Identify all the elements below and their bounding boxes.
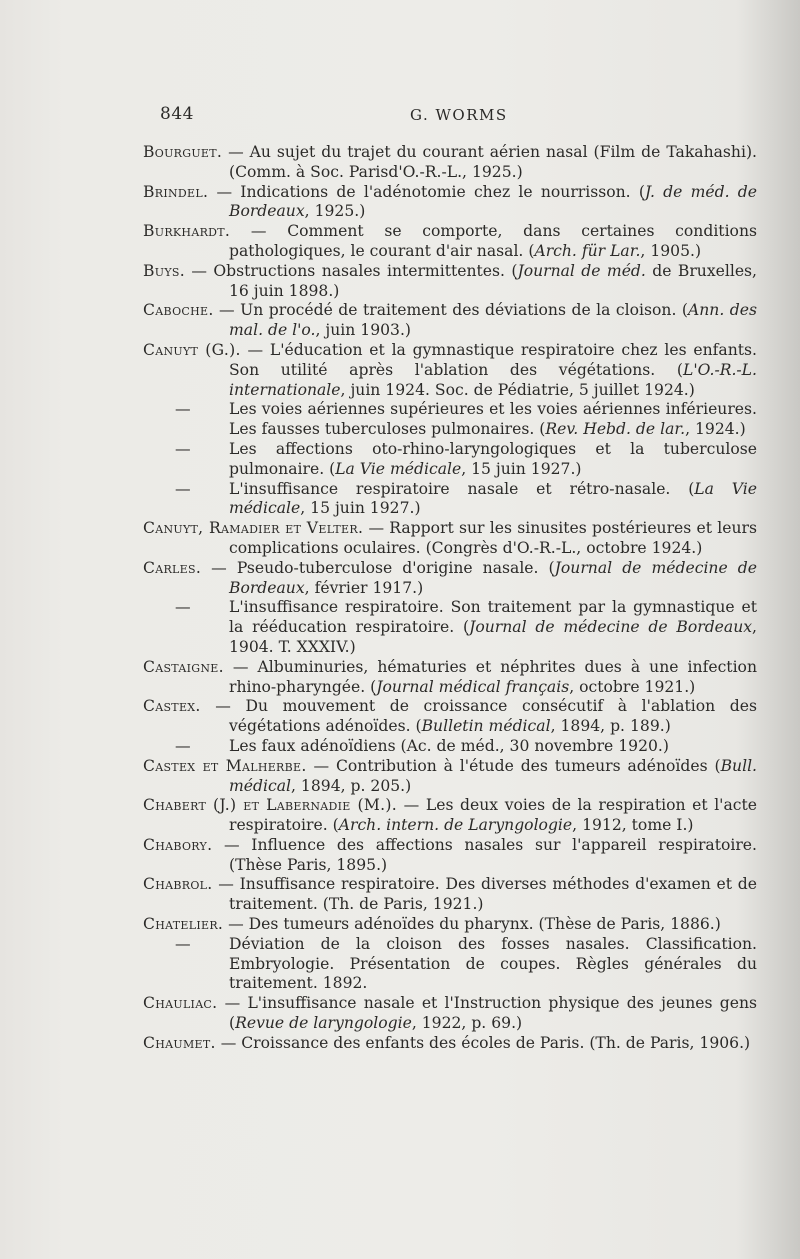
bibliography-entry <box>143 697 757 737</box>
ditto-dash: — <box>175 400 191 419</box>
entry-text: — L'insuffisance nasale et l'Instruction physique des jeunes gens ( <box>217 994 757 1033</box>
entry-text: — Comment se comporte, dans certaines conditions pathologiques, le courant d'air nasal. ( <box>229 222 757 260</box>
entry-text: — L'éducation et la gymnastique respiratoire chez les enfants. Son utilité après l'ablation des végétations. ( <box>229 340 757 379</box>
entry-text: — Pseudo-tuberculose d'origine nasale. ( <box>201 558 555 577</box>
entry-source: Journal médical français <box>376 677 570 696</box>
entry-text: — Du mouvement de croissance consécutif à l'ablation des végétations adénoïdes. ( <box>200 697 757 736</box>
entry-source: Bulletin médical <box>421 717 551 736</box>
entry-source: Rev. Hebd. de lar. <box>545 420 686 439</box>
bibliography-entry <box>143 183 757 223</box>
entry-author: Chabory. <box>143 835 213 854</box>
entry-author: Bourguet. <box>143 143 223 161</box>
entry-author: Canuyt, Ramadier et Velter. <box>143 519 364 538</box>
bibliography-entry <box>143 480 757 520</box>
entry-text-end: , 1912, tome I.) <box>572 816 694 835</box>
entry-text-end: , juin 1924. Soc. de Pédiatrie, 5 juillet 1924.) <box>340 380 695 399</box>
entry-source: Journal de méd. <box>517 261 646 280</box>
entry-text-end: , 1922, p. 69.) <box>411 1014 523 1033</box>
entry-text-end: , 1924.) <box>685 420 746 439</box>
bibliography-entry <box>143 994 757 1034</box>
ditto-dash: — <box>175 479 191 498</box>
entry-text-end: , 1904. T. XXXIV.) <box>229 618 758 656</box>
ditto-dash: — <box>175 934 191 953</box>
entry-text: — Influence des affections nasales sur l'appareil respiratoire. (Thèse Paris, 1895.) <box>212 835 757 874</box>
entry-text: — Les deux voies de la respiration et l'acte respiratoire. ( <box>229 796 757 835</box>
ditto-dash: — <box>175 736 191 755</box>
ditto-dash: — <box>175 598 191 617</box>
ditto-dash: — <box>175 439 191 458</box>
bibliography-entry <box>143 440 757 480</box>
entry-text: Déviation de la cloison des fosses nasales. Classification. Embryologie. Présentation de coupes. Règles générales du traitement. 1892. <box>229 934 757 993</box>
entry-author: Buys. <box>143 261 185 280</box>
running-head <box>160 104 760 128</box>
bibliography-entry <box>143 1034 757 1054</box>
entry-source: Revue de laryngologie <box>235 1014 412 1033</box>
entry-text: — Un procédé de traitement des déviations de la cloison. ( <box>213 301 688 320</box>
bibliography-entry <box>143 658 757 698</box>
bibliography-entry <box>143 935 757 994</box>
entry-author: Chabrol. <box>143 875 213 894</box>
entry-text-end: , 1905.) <box>640 241 702 260</box>
entry-text-end: , 1894, p. 205.) <box>291 776 412 795</box>
entry-author: Chatelier. <box>143 915 224 934</box>
entry-author: Castex et Malherbe. <box>143 756 307 775</box>
entry-text: — Obstructions nasales intermittentes. ( <box>184 261 518 280</box>
entry-text-end: de Bruxelles, 16 juin 1898.) <box>229 261 758 300</box>
entry-text-end: , février 1917.) <box>304 578 424 597</box>
entry-text-end: , 1925.) <box>304 202 366 221</box>
bibliography-entry <box>143 519 757 559</box>
entry-source: La Vie médicale <box>229 479 757 518</box>
entry-text-end: , 15 juin 1927.) <box>461 459 582 478</box>
bibliography-entry <box>143 143 757 183</box>
entry-source: Bull. médical <box>229 756 758 795</box>
entry-author: Burkhardt. <box>143 222 231 241</box>
entry-text-end: , 15 juin 1927.) <box>300 499 421 518</box>
entry-source: Ann. des mal. de l'o. <box>229 301 757 340</box>
bibliography-entry <box>143 341 757 400</box>
entry-source: La Vie médicale <box>335 459 462 478</box>
entry-author: Chabert (J.) et Labernadie (M.). <box>143 796 398 815</box>
entry-text: L'insuffisance respiratoire. Son traitement par la gymnastique et la rééducation respiratoire. ( <box>229 598 757 637</box>
bibliography-list <box>143 143 757 1054</box>
entry-source: Journal de médecine de Bordeaux <box>469 618 753 637</box>
bibliography-entry <box>143 836 757 876</box>
entry-source: Journal de médecine de Bordeaux <box>229 558 757 597</box>
bibliography-entry <box>143 598 757 657</box>
entry-text: Les voies aériennes supérieures et les voies aériennes inférieures. Les fausses tuberculoses pulmonaires. ( <box>229 400 757 439</box>
entry-text-end: , 1894, p. 189.) <box>550 717 671 736</box>
entry-source: Arch. für Lar. <box>534 241 641 260</box>
entry-text: — Insuffisance respiratoire. Des diverses méthodes d'examen et de traitement. (Th. de Paris, 1921.) <box>212 875 757 914</box>
entry-author: Chauliac. <box>143 994 218 1013</box>
running-head-author: G. WORMS <box>410 106 508 124</box>
entry-source: J. de méd. de Bordeaux <box>229 182 757 221</box>
entry-text: Les faux adénoïdiens (Ac. de méd., 30 novembre 1920.) <box>229 736 669 755</box>
bibliography-entry <box>143 301 757 341</box>
entry-text: — Au sujet du trajet du courant aérien nasal (Film de Takahashi). (Comm. à Soc. Parisd'O.-R.-L., 1925.) <box>222 143 757 181</box>
entry-author: Canuyt (G.). <box>143 340 241 359</box>
page-number: 844 <box>160 104 194 124</box>
bibliography-entry <box>143 796 757 836</box>
entry-author: Carles. <box>143 558 202 577</box>
entry-author: Brindel. <box>143 182 209 201</box>
entry-text: — Croissance des enfants des écoles de Paris. (Th. de Paris, 1906.) <box>215 1033 751 1052</box>
bibliography-entry <box>143 400 757 440</box>
entry-author: Castex. <box>143 697 201 716</box>
entry-text: Les affections oto-rhino-laryngologiques et la tuberculose pulmonaire. ( <box>229 439 757 478</box>
bibliography-entry <box>143 559 757 599</box>
entry-text-end: , juin 1903.) <box>315 321 412 340</box>
entry-text: — Contribution à l'étude des tumeurs adénoïdes ( <box>306 756 721 775</box>
entry-author: Castaigne. <box>143 657 224 676</box>
entry-author: Chaumet. <box>143 1033 216 1052</box>
entry-text: — Rapport sur les sinusites postérieures et leurs complications oculaires. (Congrès d'O.-R.-L., octobre 1924.) <box>229 519 757 557</box>
entry-text: — Des tumeurs adénoïdes du pharynx. (Thèse de Paris, 1886.) <box>223 915 721 934</box>
bibliography-entry <box>143 737 757 757</box>
entry-author: Caboche. <box>143 301 214 320</box>
entry-text: — Indications de l'adénotomie chez le nourrisson. ( <box>208 182 645 201</box>
entry-text: L'insuffisance respiratoire nasale et rétro-nasale. ( <box>229 479 695 498</box>
bibliography-entry <box>143 915 757 935</box>
entry-source: Arch. intern. de Laryngologie <box>338 816 573 835</box>
bibliography-entry <box>143 262 757 302</box>
bibliography-entry <box>143 757 757 797</box>
entry-source: L'O.-R.-L. internationale <box>229 360 757 399</box>
bibliography-entry <box>143 875 757 915</box>
bibliography-entry <box>143 222 757 262</box>
entry-text: — Albuminuries, hématuries et néphrites dues à une infection rhino-pharyngée. ( <box>223 657 757 696</box>
entry-text-end: , octobre 1921.) <box>569 677 696 696</box>
